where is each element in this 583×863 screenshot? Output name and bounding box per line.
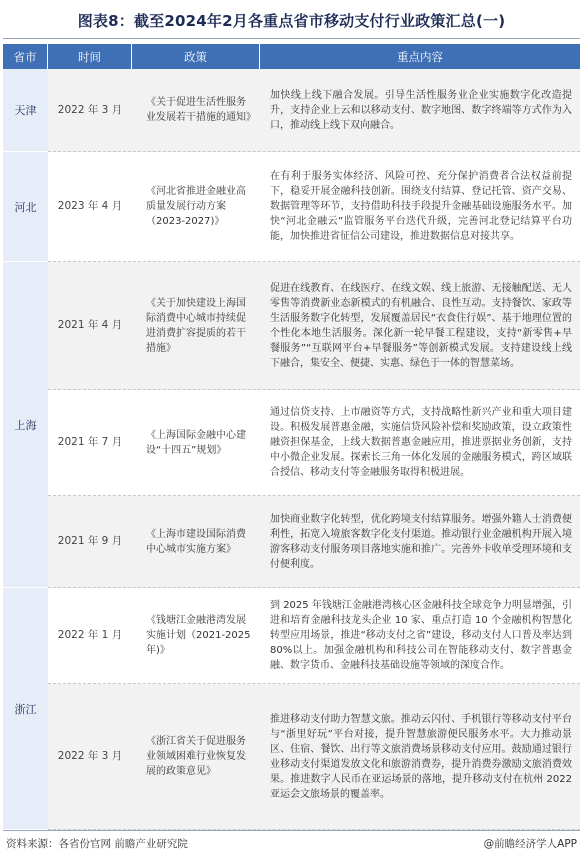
policy-cell: 《上海国际金融中心建设“十四五”规划》	[146, 429, 246, 456]
table-row	[48, 69, 580, 152]
time-cell: 2023 年 4 月	[57, 200, 123, 212]
header-content: 重点内容	[397, 49, 443, 64]
time-cell: 2021 年 4 月	[57, 319, 123, 331]
policy-cell: 《浙江省关于促进服务业领域困难行业恢复发展的政策意见》	[146, 736, 246, 777]
policy-cell: 《河北省推进金融业高质量发展行动方案（2023-2027)》	[146, 186, 246, 227]
province-cell: 河北	[3, 152, 48, 262]
table-row	[48, 588, 580, 684]
content-cell: 到 2025 年钱塘江金融港湾核心区金融科技全球竞争力明显增强，引进和培育金融科技龙头企业 10 家、重点打造 10 个金融机构智慧化转型应用场景，推进“移动支付之省”建设，移动支付人口普及率达到 80%以上。加强金融机构和科技公司在智能移动支付、数字普惠金融、数字货币、金融科技基础设施等领域的深度合作。	[270, 600, 572, 671]
header-province: 省市	[3, 44, 48, 69]
time-cell: 2022 年 1 月	[57, 629, 123, 641]
content-cell: 在有利于服务实体经济、风险可控、充分保护消费者合法权益前提下，稳妥开展金融科技创新。围绕支付结算、登记托管、资产交易、数据管理等环节，支持借助科技手段提升金融基础设施服务水平。加快“河北金融云”监管服务平台迭代升级，完善河北登记结算平台功能，加快推进省征信公司建设，推进数据信息对接共享。	[270, 171, 572, 242]
policy-cell: 《关于促进生活性服务业发展若干措施的通知》	[146, 97, 256, 123]
header-policy: 政策	[132, 44, 260, 69]
table-row	[48, 496, 580, 588]
chart-title: 图表8：截至2024年2月各重点省市移动支付行业政策汇总(一)	[77, 12, 506, 30]
table-row	[48, 152, 580, 262]
table-row	[48, 262, 580, 390]
policy-cell: 《关于加快建设上海国际消费中心城市持续促进消费扩容提质的若干措施》	[146, 297, 246, 354]
province-cell: 浙江	[3, 588, 48, 830]
brand-credit: @前瞻经济学人APP	[483, 838, 577, 850]
policy-cell: 《钱塘江金融港湾发展实施计划（2021-2025 年)》	[146, 615, 251, 656]
title-divider	[3, 38, 580, 39]
time-cell: 2021 年 7 月	[57, 436, 123, 448]
table-row	[48, 390, 580, 496]
content-cell: 加快线上线下融合发展。引导生活性服务业企业实施数字化改造提升，支持企业上云和以移动支付、数字地图、数字终端等方式作为入口，推动线上线下双向融合。	[270, 89, 572, 131]
table-header	[3, 44, 580, 69]
province-cell: 天津	[3, 69, 48, 152]
content-cell: 促进在线教育、在线医疗、在线文娱、线上旅游、无接触配送、无人零售等消费新业态新模式的有机融合、良性互动。支持餐饮、家政等生活服务数字化转型，发展覆盖居民“衣食住行娱”、基于地理位置的个性化本地生活服务。深化新一轮早餐工程建设，支持“新零售+早餐服务”“互联网平台+早餐服务”等创新模式发展。支持建设线上线下融合，集安全、便捷、实惠、绿色于一体的智慧菜场。	[270, 282, 572, 369]
header-time: 时间	[48, 44, 132, 69]
content-cell: 通过信贷支持、上市融资等方式，支持战略性新兴产业和重大项目建设。积极发展普惠金融，实施信贷风险补偿和奖励政策，设立政策性融资担保基金，上线大数据普惠金融应用，推进票据业务创新，支持中小微企业发展。探索长三角一体化发展的金融服务模式，跨区域联合授信、移动支付等金融服务取得积极进展。	[270, 407, 572, 478]
content-cell: 推进移动支付助力智慧文旅。推动云闪付、手机银行等移动支付平台与“浙里好玩”平台对接，提升智慧旅游便民服务水平。大力推动景区、住宿、餐饮、出行等文旅消费场景移动支付应用。鼓励通过银行业移动支付渠道发放文化和旅游消费券，提升消费券激励文旅消费效果。推进数字人民币在亚运场景的落地，提升移动支付在杭州 2022 亚运会文旅场景的覆盖率。	[270, 713, 572, 800]
time-cell: 2022 年 3 月	[57, 103, 123, 116]
province-cell: 上海	[3, 262, 48, 588]
time-cell: 2021 年 9 月	[57, 535, 123, 547]
time-cell: 2022 年 3 月	[57, 750, 123, 762]
table-row	[48, 684, 580, 830]
source-note: 资料来源：各省份官网 前瞻产业研究院	[6, 838, 188, 850]
content-cell: 加快商业数字化转型，优化跨境支付结算服务。增强外籍人士消费便利性，拓宽入境旅客数字化支付渠道。推动银行业金融机构开展入境游客移动支付服务项目落地实施和推广。完善外卡收单受理环境和支付便利度。	[270, 513, 572, 570]
footer-divider	[3, 830, 580, 831]
policy-cell: 《上海市建设国际消费中心城市实施方案》	[146, 528, 246, 555]
